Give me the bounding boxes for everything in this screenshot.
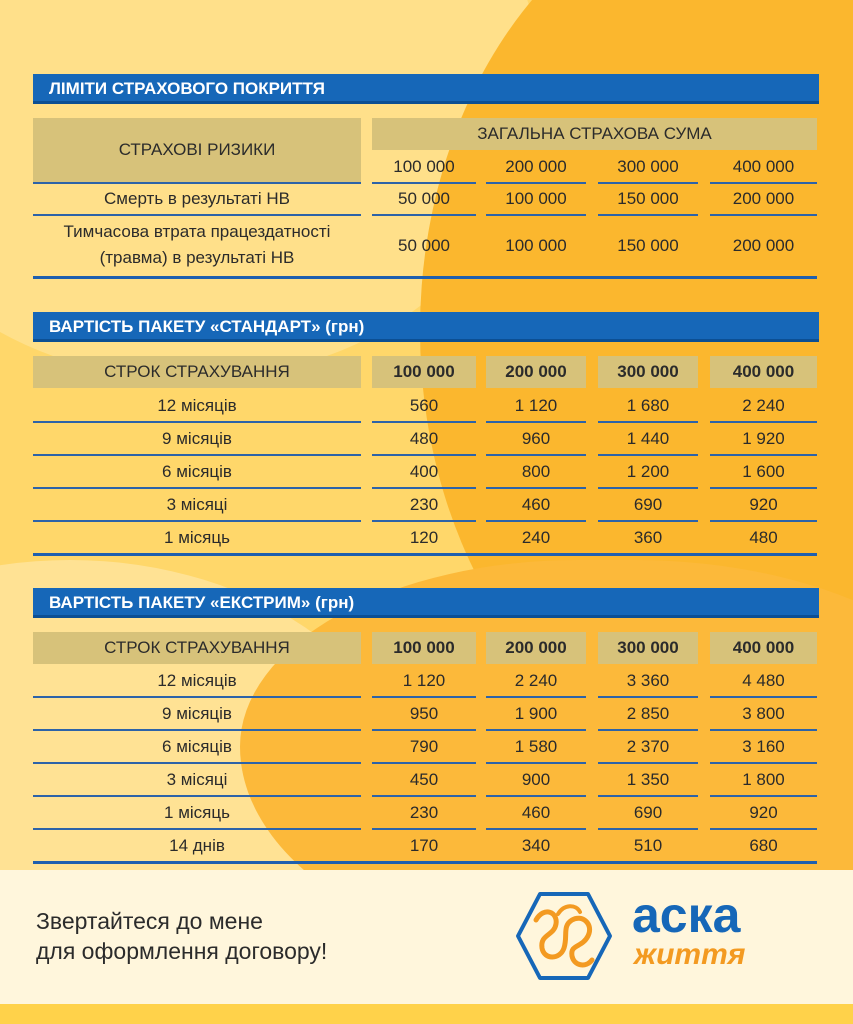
price-value: 1 600 [742, 461, 785, 481]
sum-column-header: 400 000 [732, 157, 795, 176]
price-value: 340 [521, 835, 551, 855]
term-header: СТРОК СТРАХУВАННЯ [33, 356, 361, 388]
term-header: СТРОК СТРАХУВАННЯ [33, 632, 361, 664]
sum-column-header: 300 000 [598, 632, 698, 664]
price-value: 690 [633, 802, 663, 822]
price-value: 1 900 [514, 703, 558, 723]
price-value: 1 680 [626, 395, 670, 415]
sum-column-header: 100 000 [372, 356, 476, 388]
coverage-value: 50 000 [398, 189, 450, 208]
row-divider [33, 214, 361, 216]
price-value: 2 370 [626, 736, 670, 756]
price-value: 560 [409, 395, 439, 415]
price-value: 1 580 [514, 736, 558, 756]
term-label: 6 місяців [162, 461, 232, 481]
cta-line-1: Звертайтеся до мене [36, 908, 263, 934]
price-value: 1 120 [402, 670, 446, 690]
price-value: 170 [409, 835, 439, 855]
footer-strip [0, 1004, 853, 1024]
price-value: 400 [409, 461, 439, 481]
term-label: 3 місяці [166, 494, 228, 514]
sum-column-header: 400 000 [710, 632, 817, 664]
term-label: 1 місяць [164, 527, 230, 547]
price-value: 3 800 [742, 703, 785, 723]
term-label: 3 місяці [166, 769, 228, 789]
price-value: 1 800 [742, 769, 785, 789]
sum-column-header: 200 000 [486, 632, 586, 664]
price-value: 680 [749, 835, 778, 855]
price-value: 480 [409, 428, 439, 448]
price-value: 2 850 [626, 703, 670, 723]
price-value: 1 350 [626, 769, 670, 789]
term-label: 14 днів [169, 835, 225, 855]
price-value: 920 [749, 494, 778, 514]
price-value: 690 [633, 494, 663, 514]
price-value: 900 [521, 769, 551, 789]
price-value: 360 [633, 527, 663, 547]
price-value: 4 480 [742, 670, 785, 690]
price-value: 1 120 [514, 395, 558, 415]
term-label: 6 місяців [162, 736, 232, 756]
sum-column-header: 300 000 [617, 157, 679, 176]
price-value: 460 [521, 494, 551, 514]
term-label: 12 місяців [157, 670, 237, 690]
sum-column-header: 200 000 [486, 356, 586, 388]
price-value: 1 920 [742, 428, 785, 448]
price-value: 960 [521, 428, 551, 448]
coverage-title: ЛІМІТИ СТРАХОВОГО ПОКРИТТЯ [33, 74, 819, 104]
term-label: 1 місяць [164, 802, 230, 822]
sum-header: ЗАГАЛЬНА СТРАХОВА СУМА [372, 118, 817, 150]
sum-column-header: 400 000 [710, 356, 817, 388]
term-label: 12 місяців [157, 395, 237, 415]
price-value: 920 [749, 802, 778, 822]
risk-label-line: (травма) в результаті НВ [99, 248, 295, 267]
price-value: 230 [409, 494, 439, 514]
standard-title: ВАРТІСТЬ ПАКЕТУ «СТАНДАРТ» (грн) [33, 312, 819, 342]
price-value: 3 360 [626, 670, 670, 690]
sum-column-header: 100 000 [372, 632, 476, 664]
coverage-value: 150 000 [617, 236, 679, 255]
coverage-value: 200 000 [732, 189, 795, 208]
risks-header: СТРАХОВІ РИЗИКИ [33, 118, 361, 182]
coverage-value: 100 000 [505, 236, 567, 255]
price-value: 950 [409, 703, 439, 723]
table-bottom-rule [33, 553, 817, 556]
price-value: 1 440 [626, 428, 670, 448]
price-value: 2 240 [742, 395, 785, 415]
extreme-title: ВАРТІСТЬ ПАКЕТУ «ЕКСТРИМ» (грн) [33, 588, 819, 618]
logo-word-aska: аска [632, 887, 741, 943]
coverage-value: 100 000 [505, 189, 567, 208]
price-value: 460 [521, 802, 551, 822]
price-value: 1 200 [626, 461, 670, 481]
logo-word-zhyttia: життя [634, 938, 746, 971]
price-value: 510 [633, 835, 663, 855]
risk-label-line: Тимчасова втрата працездатності [63, 222, 331, 241]
sum-column-header: 100 000 [393, 157, 455, 176]
price-value: 450 [409, 769, 439, 789]
sum-column-header: 200 000 [505, 157, 567, 176]
coverage-value: 200 000 [732, 236, 795, 255]
coverage-value: 50 000 [398, 236, 450, 255]
price-value: 800 [521, 461, 551, 481]
aska-logo-icon [514, 890, 614, 982]
price-value: 480 [749, 527, 778, 547]
price-value: 230 [409, 802, 439, 822]
price-value: 120 [409, 527, 439, 547]
term-label: 9 місяців [162, 703, 232, 723]
price-value: 2 240 [514, 670, 558, 690]
price-value: 790 [409, 736, 439, 756]
term-label: 9 місяців [162, 428, 232, 448]
price-value: 240 [521, 527, 551, 547]
cta-line-2: для оформлення договору! [36, 938, 328, 964]
price-value: 3 160 [742, 736, 785, 756]
sum-column-header: 300 000 [598, 356, 698, 388]
table-bottom-rule [33, 276, 817, 279]
table-bottom-rule [33, 861, 817, 864]
risk-label: Смерть в результаті НВ [104, 189, 290, 208]
coverage-value: 150 000 [617, 189, 679, 208]
